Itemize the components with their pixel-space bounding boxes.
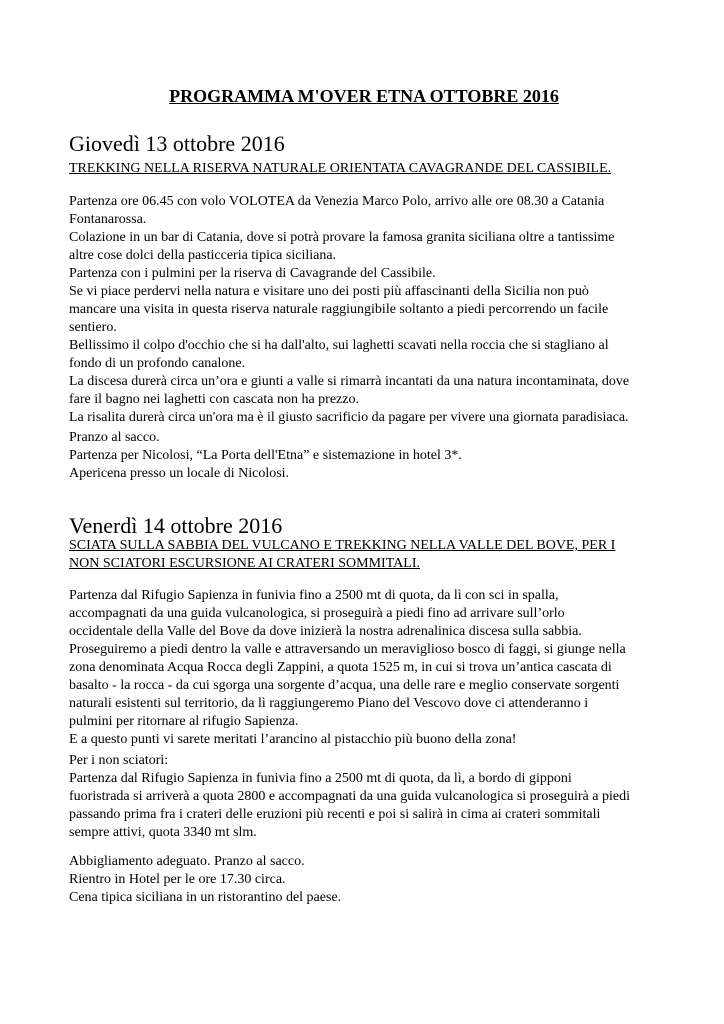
text-line: Colazione in un bar di Catania, dove si potrà provare la famosa granita siciliana oltre a tantissime (69, 230, 615, 245)
day2-heading: Venerdì 14 ottobre 2016 (69, 513, 283, 538)
text-line: Partenza dal Rifugio Sapienza in funivia fino a 2500 mt di quota, da lì, a bordo di gipponi (69, 771, 572, 786)
text-line: La discesa durerà circa un’ora e giunti a valle si rimarrà incantati da una natura incontaminata, dove (69, 374, 630, 389)
text-line: Partenza ore 06.45 con volo VOLOTEA da Venezia Marco Polo, arrivo alle ore 08.30 a Catania (69, 194, 605, 209)
text-line: Abbigliamento adeguato. Pranzo al sacco. (69, 854, 305, 869)
text-line: Partenza per Nicolosi, “La Porta dell'Etna” e sistemazione in hotel 3*. (69, 448, 462, 463)
text-line: sentiero. (69, 320, 117, 335)
text-line: Se vi piace perdervi nella natura e visitare uno dei posti più affascinanti della Sicilia non può (69, 284, 589, 299)
text-line: sempre attivi, quota 3340 mt slm. (69, 825, 257, 840)
day2-paragraph-3 (69, 853, 659, 907)
text-line: pulmini per ritornare al rifugio Sapienza. (69, 714, 299, 729)
text-line: altre cose dolci della pasticceria tipica siciliana. (69, 248, 337, 263)
text-line: fuoristrada si arriverà a quota 2800 e accompagnati da una guida vulcanologica si proseguirà a piedi (69, 789, 630, 804)
text-line: Proseguiremo a piedi dentro la valle e attraversando un meraviglioso bosco di faggi, si giunge nella (69, 642, 626, 657)
text-line: E a questo punti vi sarete meritati l’arancino al pistacchio più buono della zona! (69, 732, 517, 747)
text-line: occidentale della Valle del Bove da dove inizierà la nostra adrenalinica discesa sulla sabbia. (69, 624, 582, 639)
text-line: zona denominata Acqua Rocca degli Zappini, a quota 1525 m, in cui si trova un’antica cascata di (69, 660, 612, 675)
text-line: La risalita durerà circa un'ora ma è il giusto sacrificio da pagare per vivere una giornata paradisiaca. (69, 410, 629, 425)
text-line: Apericena presso un locale di Nicolosi. (69, 466, 290, 481)
text-line: fondo di un profondo canalone. (69, 356, 246, 371)
text-line: naturali esistenti sul territorio, da lì raggiungeremo Piano del Vescovo dove ci attenderanno i (69, 696, 589, 711)
day1-subtitle (69, 160, 659, 178)
text-line: Fontanarossa. (69, 212, 147, 227)
text-line: Bellissimo il colpo d'occhio che si ha dall'alto, sui laghetti scavati nella roccia che si stagliano al (69, 338, 609, 353)
document-title: PROGRAMMA M'OVER ETNA OTTOBRE 2016 (169, 86, 559, 106)
text-line: Partenza dal Rifugio Sapienza in funivia fino a 2500 mt di quota, da lì con sci in spalla, (69, 588, 559, 603)
day1-heading: Giovedì 13 ottobre 2016 (69, 131, 285, 156)
day2-paragraph-2 (69, 752, 659, 842)
text-line: fare il bagno nei laghetti con cascata non ha prezzo. (69, 392, 359, 407)
text-line: basalto - la rocca - da cui sgorga una sorgente d’acqua, una delle rare e meglio conservate sorgenti (69, 678, 620, 693)
text-line: passando prima fra i crateri delle eruzioni più recenti e poi si salirà in cima ai crateri sommitali (69, 807, 601, 822)
text-line: Per i non sciatori: (69, 753, 169, 768)
day2-paragraph-1 (69, 587, 659, 749)
day2-subtitle (69, 537, 659, 573)
day2-subtitle-line: SCIATA SULLA SABBIA DEL VULCANO E TREKKING NELLA VALLE DEL BOVE, PER I (69, 538, 616, 553)
day1-paragraph-1 (69, 193, 659, 427)
text-line: Pranzo al sacco. (69, 430, 160, 445)
text-line: mancare una visita in questa riserva naturale raggiungibile soltanto a piedi percorrendo un facile (69, 302, 609, 317)
day2-subtitle-line: NON SCIATORI ESCURSIONE AI CRATERI SOMMITALI. (69, 556, 420, 571)
text-line: Partenza con i pulmini per la riserva di Cavagrande del Cassibile. (69, 266, 436, 281)
day1-subtitle-line: TREKKING NELLA RISERVA NATURALE ORIENTATA CAVAGRANDE DEL CASSIBILE. (69, 161, 612, 176)
text-line: Cena tipica siciliana in un ristorantino del paese. (69, 890, 342, 905)
text-line: accompagnati da una guida vulcanologica, si proseguirà a piedi fino ad arrivare sull’orlo (69, 606, 565, 621)
text-line: Rientro in Hotel per le ore 17.30 circa. (69, 872, 286, 887)
day1-paragraph-2 (69, 429, 659, 483)
